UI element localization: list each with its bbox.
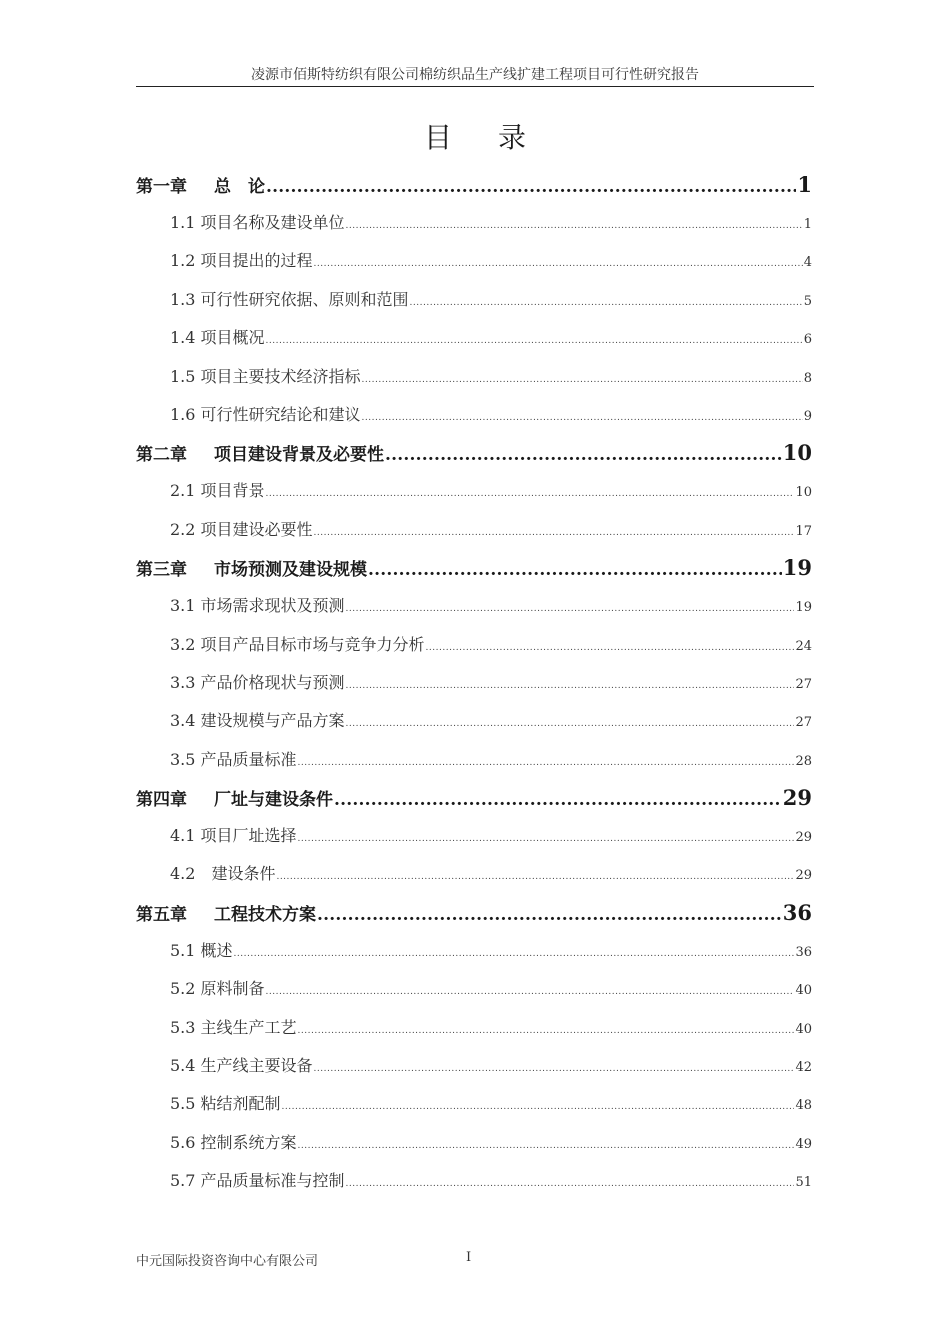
toc-dot-leader — [385, 445, 782, 465]
toc-entry-label: 2.1 项目背景 — [170, 481, 265, 501]
toc-chapter-title: 市场预测及建设规模 — [214, 560, 367, 581]
toc-dot-leader — [266, 987, 795, 997]
toc-section-entry[interactable] — [136, 747, 812, 785]
toc-page-number: 27 — [795, 715, 812, 731]
toc-entry-label: 5.7 产品质量标准与控制 — [170, 1171, 345, 1191]
toc-entry-label — [136, 900, 316, 925]
page-title: 目录 — [423, 121, 572, 154]
toc-section-entry[interactable] — [136, 1053, 812, 1091]
toc-dot-leader — [298, 758, 795, 768]
toc-entry-label: 4.2 建设条件 — [170, 864, 276, 884]
toc-page-number: 19 — [782, 555, 812, 581]
toc-dot-leader — [276, 872, 794, 882]
toc-dot-leader — [266, 177, 796, 197]
toc-dot-leader — [266, 489, 795, 499]
toc-page-number: 40 — [795, 1021, 812, 1037]
toc-entry-label: 1.5 项目主要技术经济指标 — [170, 366, 361, 386]
toc-chapter-number: 第四章 — [136, 790, 187, 811]
toc-page-number: 10 — [795, 485, 812, 501]
toc-page-number: 51 — [795, 1175, 812, 1191]
toc-page-number: 9 — [803, 408, 812, 424]
toc-entry-label: 1.4 项目概况 — [170, 328, 265, 348]
toc-chapter-title: 工程技术方案 — [214, 904, 316, 925]
toc-section-entry[interactable] — [136, 670, 812, 708]
toc-page-number: 5 — [803, 293, 812, 309]
toc-page-number: 42 — [795, 1060, 812, 1076]
toc-chapter-entry[interactable] — [136, 440, 812, 478]
toc-entry-label: 5.4 生产线主要设备 — [170, 1056, 313, 1076]
toc-chapter-entry[interactable] — [136, 900, 812, 938]
toc-entry-label: 3.4 建设规模与产品方案 — [170, 711, 345, 731]
toc-chapter-number: 第一章 — [136, 177, 187, 197]
toc-dot-leader — [362, 375, 803, 385]
toc-dot-leader — [298, 1141, 795, 1151]
toc-dot-leader — [346, 719, 795, 729]
toc-entry-label: 1.3 可行性研究依据、原则和范围 — [170, 289, 409, 309]
toc-section-entry[interactable] — [136, 248, 812, 286]
toc-section-entry[interactable] — [136, 325, 812, 363]
running-header: 凌源市佰斯特纺织有限公司棉纺织品生产线扩建工程项目可行性研究报告 — [251, 67, 699, 83]
toc-entry-label: 2.2 项目建设必要性 — [170, 519, 313, 539]
toc-dot-leader — [346, 681, 795, 691]
toc-section-entry[interactable] — [136, 1015, 812, 1053]
toc-chapter-title: 项目建设背景及必要性 — [214, 445, 384, 466]
toc-section-entry[interactable] — [136, 402, 812, 440]
toc-page-number: 19 — [795, 600, 812, 616]
toc-entry-label: 3.2 项目产品目标市场与竞争力分析 — [170, 634, 425, 654]
toc-entry-label: 5.1 概述 — [170, 940, 233, 960]
toc-section-entry[interactable] — [136, 976, 812, 1014]
header-rule — [136, 86, 814, 87]
toc-page-number: 6 — [803, 332, 812, 348]
toc-dot-leader — [282, 1102, 795, 1112]
toc-dot-leader — [314, 259, 803, 269]
toc-dot-leader — [317, 905, 782, 925]
toc-section-entry[interactable] — [136, 517, 812, 555]
toc-section-entry[interactable] — [136, 364, 812, 402]
toc-chapter-title: 总 论 — [214, 177, 265, 197]
toc-entry-label: 3.3 产品价格现状与预测 — [170, 672, 345, 692]
toc-page-number: 29 — [795, 830, 812, 846]
toc-chapter-entry[interactable] — [136, 555, 812, 593]
toc-chapter-number: 第五章 — [136, 904, 187, 925]
toc-dot-leader — [266, 336, 803, 346]
toc-section-entry[interactable] — [136, 1130, 812, 1168]
toc-page-number: 28 — [795, 753, 812, 769]
toc-chapter-entry[interactable] — [136, 785, 812, 823]
toc-chapter-title: 厂址与建设条件 — [214, 790, 333, 811]
toc-dot-leader — [234, 949, 795, 959]
toc-page-number: 1 — [797, 172, 812, 197]
toc-page-number: 36 — [782, 899, 812, 925]
toc-entry-label: 1.6 可行性研究结论和建议 — [170, 404, 361, 424]
toc-page-number: 4 — [803, 255, 812, 271]
toc-chapter-number: 第三章 — [136, 560, 187, 581]
toc-page-number: 49 — [795, 1136, 812, 1152]
toc-entry-label: 1.1 项目名称及建设单位 — [170, 213, 345, 232]
toc-entry-label — [136, 555, 367, 580]
toc-dot-leader — [314, 528, 795, 538]
toc-section-entry[interactable] — [136, 632, 812, 670]
toc-entry-label: 5.5 粘结剂配制 — [170, 1094, 281, 1114]
toc-entry-label: 3.1 市场需求现状及预测 — [170, 596, 345, 616]
toc-dot-leader — [314, 1064, 795, 1074]
toc-dot-leader — [334, 790, 782, 810]
footer-company: 中元国际投资咨询中心有限公司 — [136, 1254, 319, 1269]
toc-section-entry[interactable] — [136, 823, 812, 861]
toc-page-number: 8 — [803, 370, 812, 386]
toc-dot-leader — [426, 643, 795, 653]
toc-dot-leader — [346, 604, 795, 614]
toc-section-entry[interactable] — [136, 708, 812, 746]
toc-page-number: 40 — [795, 983, 812, 999]
toc-page-number: 10 — [782, 440, 812, 466]
toc-page-number: 24 — [795, 638, 812, 654]
toc-page-number: 48 — [795, 1098, 812, 1114]
toc-entry-label: 5.6 控制系统方案 — [170, 1132, 297, 1152]
toc-dot-leader — [362, 413, 803, 423]
toc-page-number: 17 — [795, 523, 812, 539]
toc-entry-label: 1.2 项目提出的过程 — [170, 251, 313, 271]
toc-dot-leader — [368, 560, 782, 580]
toc-entry-label — [136, 440, 384, 465]
toc-entry-label: 5.2 原料制备 — [170, 979, 265, 999]
toc-dot-leader — [298, 834, 795, 844]
toc-entry-label: 5.3 主线生产工艺 — [170, 1017, 297, 1037]
toc-section-entry[interactable] — [136, 478, 812, 516]
toc-page-number: 27 — [795, 676, 812, 692]
toc-entry-label — [136, 785, 333, 810]
toc-page-number: 1 — [803, 217, 812, 232]
toc-chapter-number: 第二章 — [136, 445, 187, 466]
toc-entry-label — [136, 172, 265, 197]
table-of-contents — [136, 172, 812, 1207]
toc-section-entry[interactable] — [136, 1168, 812, 1206]
toc-dot-leader — [346, 221, 803, 231]
toc-dot-leader — [410, 298, 803, 308]
toc-page-number: 29 — [782, 785, 812, 811]
toc-chapter-entry[interactable] — [136, 172, 812, 210]
toc-entry-label: 3.5 产品质量标准 — [170, 749, 297, 769]
toc-section-entry[interactable] — [136, 938, 812, 976]
toc-section-entry[interactable] — [136, 1091, 812, 1129]
toc-section-entry[interactable] — [136, 287, 812, 325]
toc-dot-leader — [346, 1179, 795, 1189]
toc-section-entry[interactable] — [136, 210, 812, 248]
toc-page-number: 29 — [795, 868, 812, 884]
toc-dot-leader — [298, 1026, 795, 1036]
toc-entry-label: 4.1 项目厂址选择 — [170, 826, 297, 846]
footer-page-number: I — [466, 1250, 472, 1265]
toc-section-entry[interactable] — [136, 593, 812, 631]
toc-section-entry[interactable] — [136, 861, 812, 899]
toc-page-number: 36 — [795, 944, 812, 960]
